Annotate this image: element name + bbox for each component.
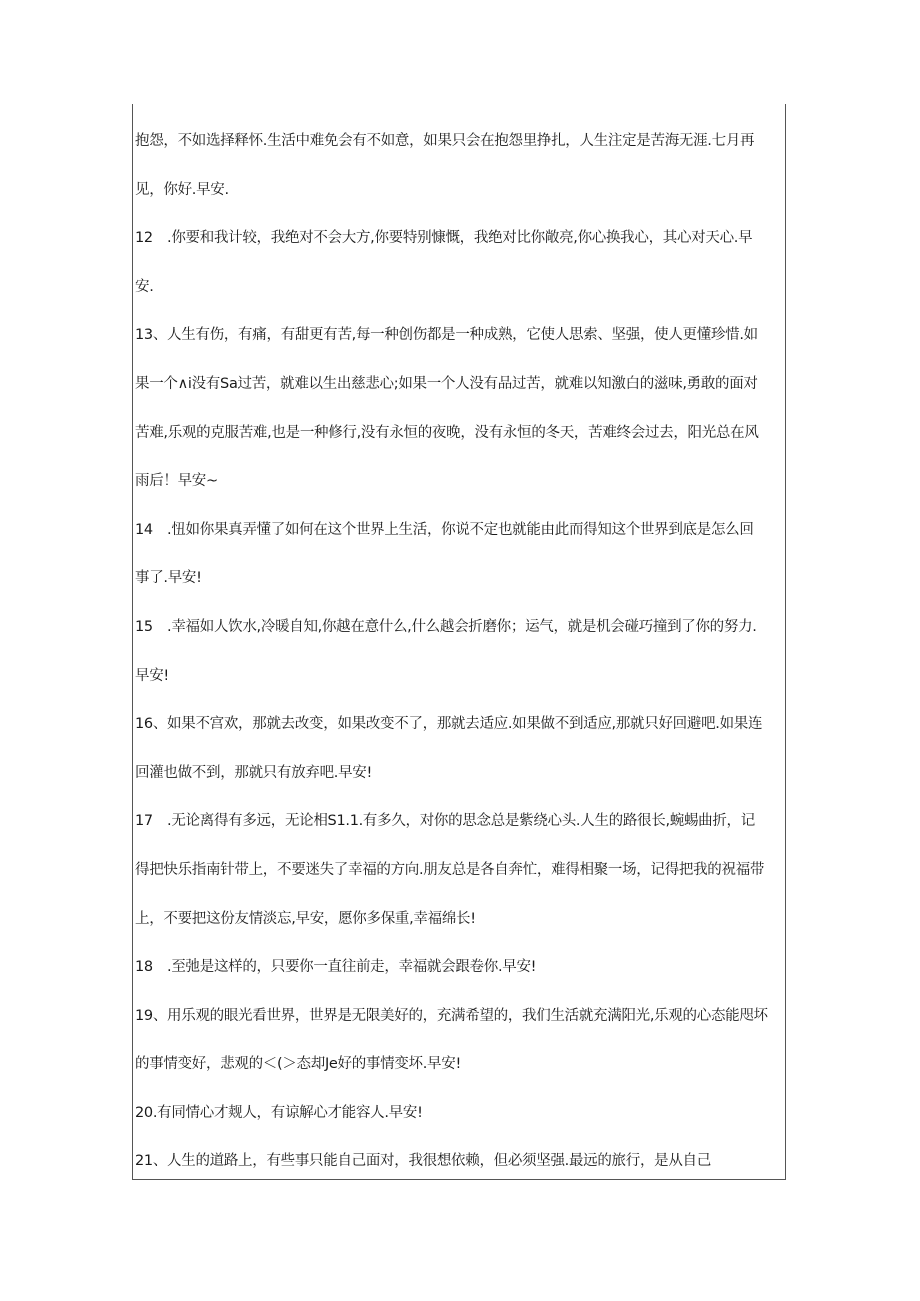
text-line: 得把快乐指南针带上，不要迷失了幸福的方向.朋友总是各自奔忙，难得相聚一场，记得把我的祝福带: [135, 861, 765, 878]
text-line: 13、人生有伤，有痛，有甜更有苦,每一种创伤都是一种成熟，它使人思索、坚强，使人更懂珍惜.如: [135, 327, 758, 344]
text-line: 苦难,乐观的克服苦难,也是一种修行,没有永恒的夜晚，没有永恒的冬天，苦难终会过去，阳光总在风: [135, 424, 759, 441]
text-line: 事了.早安!: [135, 570, 202, 587]
text-line: 21、人生的道路上，有些事只能自己面对，我很想依赖，但必须坚强.最远的旅行，是从自己: [135, 1153, 711, 1170]
text-line: 17 .无论离得有多远，无论相S1.1.有多久，对你的思念总是紫绕心头.人生的路很长,蜿蜴曲折，记: [135, 813, 755, 830]
text-line: 见，你好.早安.: [135, 181, 229, 198]
text-line: 15 .幸福如人饮水,冷暖自知,你越在意什么,什么越会折磨你；运气，就是机会碰巧撞到了你的努力.: [135, 618, 757, 635]
text-line: 抱怨，不如选择释怀.生活中难免会有不如意，如果只会在抱怨里挣扎，人生注定是苦海无涯.七月再: [135, 133, 755, 149]
text-line: 的事情变好，悲观的＜(＞态却Je好的事情变坏.早安!: [135, 1056, 461, 1073]
text-line: 20.有同情心才觌人，有谅解心才能容人.早安!: [135, 1104, 423, 1121]
text-line: 果一个∧i没有Sa过苦，就难以生出慈悲心;如果一个人没有品过苦，就难以知激白的滋味,勇敢的面对: [135, 375, 758, 392]
text-line: 上，不要把这份友情淡忘,早安，愿你多保重,幸福绵长!: [135, 910, 476, 927]
text-line: 回灌也做不到，那就只有放弃吧.早安!: [135, 764, 373, 781]
text-line: 19、用乐观的眼光看世界，世界是无限美好的，充满希望的，我们生活就充满阳光,乐观的心态能咫坏: [135, 1007, 768, 1024]
text-line: 安.: [135, 278, 154, 295]
text-line: 雨后！早安~: [135, 473, 218, 490]
text-line: 14 .忸如你果真弄懂了如何在这个世界上生活，你说不定也就能由此而得知这个世界到底是怎么回: [135, 521, 754, 538]
document-body: [135, 126, 785, 1195]
text-line: 12 .你要和我计较，我绝对不会大方,你要特别慷慨，我绝对比你敞亮,你心换我心，其心对天心.早: [135, 230, 753, 247]
text-line: 早安!: [135, 667, 169, 684]
text-line: 18 .至弛是这样的，只要你一直往前走，幸福就会跟卷你.早安!: [135, 959, 537, 976]
text-line: 16、如果不宫欢，那就去改变，如果改变不了，那就去适应.如果做不到适应,那就只好回避吧.如果连: [135, 716, 763, 733]
